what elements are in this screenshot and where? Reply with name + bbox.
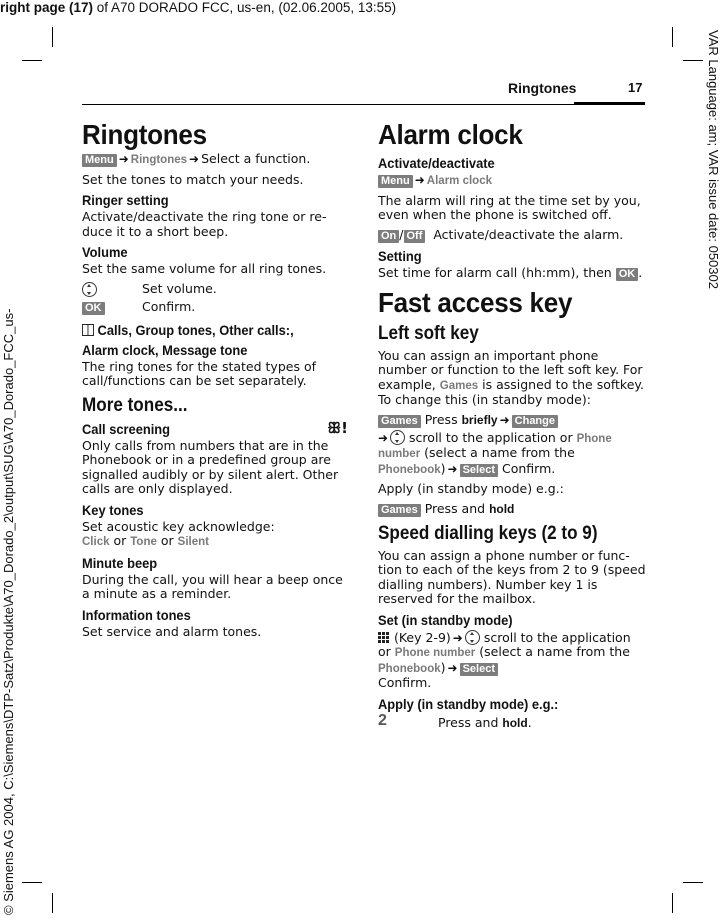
alarm-setting-desc: Set time for alarm call (hh:mm), then xyxy=(378,264,612,280)
phone-number-label: Phone number xyxy=(378,432,612,460)
volume-heading: Volume xyxy=(82,244,128,260)
arrow-icon: ➜ xyxy=(118,152,129,166)
confirm-text: Confirm. xyxy=(378,675,432,690)
key-tones-heading: Key tones xyxy=(82,501,144,518)
nav-key-icon xyxy=(465,630,480,645)
crop-mark xyxy=(672,27,673,47)
left-margin-label: © Siemens AG 2004, C:\Siemens\DTP-Satz\Produkte\A70_Dorado_2\output\SUG\A70_Dorado_FCC_us- xyxy=(1,308,16,915)
crop-mark xyxy=(683,882,703,883)
games-key: Games xyxy=(378,415,421,428)
select-key: Select xyxy=(460,464,498,477)
header-rule xyxy=(82,104,645,105)
games-key: Games xyxy=(378,504,421,517)
alarm-onoff-text: Activate/deactivate the alarm. xyxy=(433,226,624,242)
apply-text: Apply (in standby mode) e.g.: xyxy=(378,481,564,496)
nav-text: Select a function. xyxy=(201,151,311,166)
step-change xyxy=(378,413,646,428)
minute-beep-heading: Minute beep xyxy=(82,554,158,571)
scroll-text: scroll to the application or xyxy=(409,429,573,445)
alarm-activate-heading: Activate/deactivate xyxy=(378,155,495,171)
call-screening-heading: Call screening xyxy=(82,420,171,437)
press-and-text: Press and xyxy=(424,500,486,516)
left-soft-key-text xyxy=(378,349,646,408)
call-screening-block xyxy=(82,418,350,438)
off-key: Off xyxy=(404,230,426,243)
key-range-text: (Key 2-9) xyxy=(393,629,451,645)
keypad-icon xyxy=(378,632,390,644)
nav-path xyxy=(82,152,350,168)
volume-text: Set the same volume for all ring tones. xyxy=(82,261,327,276)
section-title-alarm: Alarm clock xyxy=(378,119,523,150)
speed-dial-heading: Speed dialling keys (2 to 9) xyxy=(378,522,598,544)
volume-row-set xyxy=(82,282,350,300)
calls-text: The ring tones for the stated types of call/functions can be set separately. xyxy=(82,358,316,388)
right-margin-text xyxy=(703,30,723,390)
paren: ) xyxy=(440,460,446,476)
games-label: Games xyxy=(439,379,479,392)
option-tone: Tone xyxy=(130,536,157,548)
section-title-fast-access: Fast access key xyxy=(378,286,573,318)
header-tab xyxy=(574,102,645,105)
page-number: 17 xyxy=(628,80,643,95)
set-standby-step xyxy=(378,630,646,691)
option-click: Click xyxy=(82,536,110,548)
crop-mark xyxy=(52,893,53,913)
phonebook-label: Phonebook xyxy=(378,463,441,476)
change-key: Change xyxy=(512,415,558,428)
alarm-setting-heading: Setting xyxy=(378,247,422,264)
paren: ) xyxy=(440,659,446,675)
left-soft-key-desc-1: You can assign an important phone number or function to the left soft key. For example, xyxy=(378,347,643,392)
briefly-text: briefly xyxy=(461,412,498,427)
left-column xyxy=(82,118,350,644)
alarm-onoff-row xyxy=(378,228,646,243)
section-title-ringtones: Ringtones xyxy=(82,119,207,150)
crop-mark xyxy=(52,27,53,47)
select-name-text: (select a name from the xyxy=(479,644,630,659)
crop-mark xyxy=(683,60,703,61)
volume-row-confirm-text: Confirm. xyxy=(142,298,196,314)
more-tones-heading: More tones... xyxy=(82,394,188,416)
arrow-icon: ➜ xyxy=(452,630,463,645)
left-margin-text xyxy=(0,240,20,920)
scroll-text: scroll to the application or xyxy=(378,629,631,659)
arrow-icon: ➜ xyxy=(378,430,389,445)
arrow-icon: ➜ xyxy=(414,173,425,187)
nav-key-icon xyxy=(390,430,405,445)
ok-key: OK xyxy=(82,302,105,315)
period: . xyxy=(527,714,532,730)
menu-key: Menu xyxy=(82,154,117,167)
speed-dial-text: You can assign a phone number or func-tion to each of the keys from 2 to 9 (speed dialling numbers). Number key 1 is reserved for the mailbox. xyxy=(378,547,646,606)
on-key: On xyxy=(378,230,399,243)
call-screening-text: Only calls from numbers that are in the Phonebook or in a predefined group are signalled audibly or by silent alert. Other calls are only displayed. xyxy=(82,437,339,496)
book-icon xyxy=(82,324,94,336)
menu-item-alarm: Alarm clock xyxy=(426,175,492,187)
phonebook-alert-icon: ꕥ! xyxy=(327,418,348,437)
hold-text: hold xyxy=(502,715,528,730)
period: . xyxy=(638,264,643,280)
alarm-desc: The alarm will ring at the time set by you, even when the phone is switched off. xyxy=(378,192,641,222)
print-header-bold: right page (17) xyxy=(0,0,94,15)
ringer-heading: Ringer setting xyxy=(82,192,169,208)
arrow-icon: ➜ xyxy=(499,412,510,427)
select-key: Select xyxy=(460,663,498,676)
left-soft-key-desc-2: is assigned to the softkey. To change this (in standby mode): xyxy=(378,376,645,407)
info-tones-text: Set service and alarm tones. xyxy=(82,623,262,639)
hold-text: hold xyxy=(489,501,515,516)
set-standby-heading: Set (in standby mode) xyxy=(378,611,513,628)
calls-heading-text: Calls, Group tones, Other calls:, xyxy=(97,321,294,338)
apply-standby-heading: Apply (in standby mode) e.g.: xyxy=(378,695,559,712)
key-tones-text xyxy=(82,520,350,550)
menu-item-ringtones: Ringtones xyxy=(130,154,188,166)
select-name-text: (select a name from the xyxy=(424,445,575,460)
press-and-text: Press and xyxy=(438,714,499,730)
step-scroll xyxy=(378,430,646,478)
apply-standby-row xyxy=(378,711,646,732)
volume-row-confirm xyxy=(82,300,350,318)
running-head-title: Ringtones xyxy=(508,80,577,96)
phone-number-label: Phone number xyxy=(394,647,476,659)
arrow-icon: ➜ xyxy=(189,152,200,166)
arrow-icon: ➜ xyxy=(447,461,458,476)
info-tones-heading: Information tones xyxy=(82,606,191,623)
or-text: or xyxy=(113,533,127,548)
slash: / xyxy=(399,226,404,242)
ok-key: OK xyxy=(616,268,639,281)
crop-mark xyxy=(672,893,673,913)
right-column xyxy=(378,118,646,732)
apply-standby-text xyxy=(438,716,532,731)
print-header xyxy=(0,0,396,15)
ringer-text: Activate/deactivate the ring tone or re-duce it to a short beep. xyxy=(82,209,327,239)
press-text: Press xyxy=(424,411,458,427)
option-silent: Silent xyxy=(177,536,209,548)
calls-heading xyxy=(82,322,329,339)
alarm-setting-text xyxy=(378,266,646,281)
calls-heading-2: Alarm clock, Message tone xyxy=(82,341,248,358)
or-text: or xyxy=(160,533,174,548)
volume-row-set-text: Set volume. xyxy=(142,280,217,296)
intro-text: Set the tones to match your needs. xyxy=(82,171,304,187)
menu-key: Menu xyxy=(378,175,413,188)
phonebook-label: Phonebook xyxy=(378,662,441,675)
alarm-nav-path xyxy=(378,173,646,189)
crop-mark xyxy=(22,60,42,61)
right-margin-label: VAR Language: am; VAR issue date: 050302 xyxy=(706,30,721,289)
number-2-key: 2 xyxy=(378,711,387,729)
key-tones-desc: Set acoustic key acknowledge: xyxy=(82,518,275,534)
minute-beep-text: During the call, you will hear a beep once a minute as a reminder. xyxy=(82,571,343,601)
crop-mark xyxy=(22,882,42,883)
confirm-text: Confirm. xyxy=(501,460,556,476)
apply-step xyxy=(378,502,646,517)
nav-key-icon xyxy=(82,282,97,297)
arrow-icon: ➜ xyxy=(447,660,458,675)
print-header-text: of A70 DORADO FCC, us-en, (02.06.2005, 13:55) xyxy=(93,0,397,15)
left-soft-key-heading: Left soft key xyxy=(378,322,479,344)
